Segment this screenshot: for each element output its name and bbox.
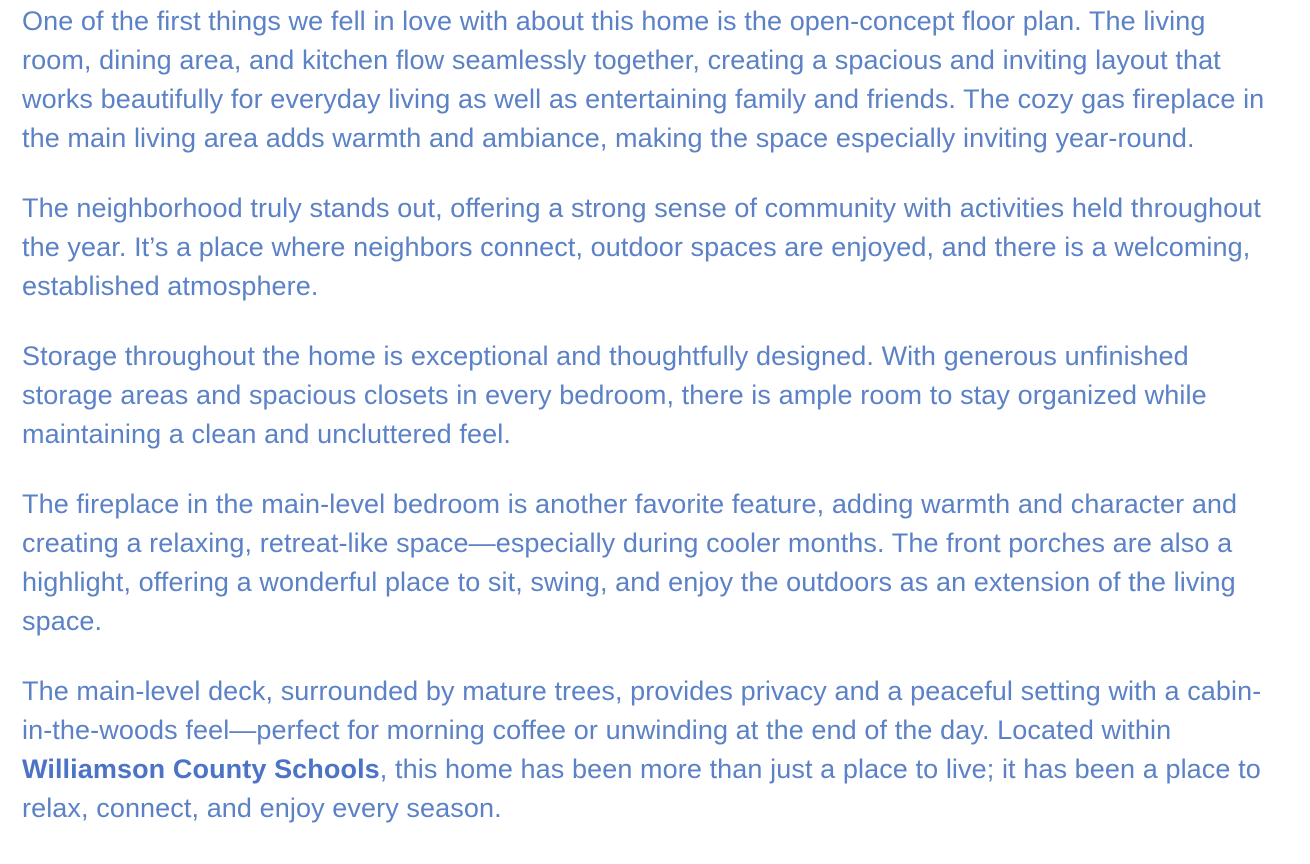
williamson-county-schools-bold-text: Williamson County Schools: [22, 754, 380, 784]
paragraph-deck-schools: [22, 672, 1268, 828]
paragraph-neighborhood: The neighborhood truly stands out, offering a strong sense of community with activities held throughout the year. It’s a place where neighbors connect, outdoor spaces are enjoyed, and there is a welcoming, established atmosphere.: [22, 193, 1262, 301]
deck-schools-text-pre: The main-level deck, surrounded by mature trees, provides privacy and a peaceful setting with a cabin-in-the-woods feel—perfect for morning coffee or unwinding at the end of the day. Located within: [22, 676, 1262, 745]
paragraph-storage: Storage throughout the home is exceptional and thoughtfully designed. With generous unfinished storage areas and spacious closets in every bedroom, there is ample room to stay organized while maintaining a clean and uncluttered feel.: [22, 341, 1207, 449]
deck-schools-text-post: , this home has been more than just a place to live; it has been a place to relax, connect, and enjoy every season.: [22, 754, 1261, 823]
paragraph-floor-plan: One of the first things we fell in love with about this home is the open-concept floor plan. The living room, dining area, and kitchen flow seamlessly together, creating a spacious and inviting layout that works beautifully for everyday living as well as entertaining family and friends. The cozy gas fireplace in the main living area adds warmth and ambiance, making the space especially inviting year-round.: [22, 6, 1265, 153]
paragraph-fireplace-porches: The fireplace in the main-level bedroom is another favorite feature, adding warmth and character and creating a relaxing, retreat-like space—especially during cooler months. The front porches are also a highlight, offering a wonderful place to sit, swing, and enjoy the outdoors as an extension of the living space.: [22, 489, 1238, 636]
